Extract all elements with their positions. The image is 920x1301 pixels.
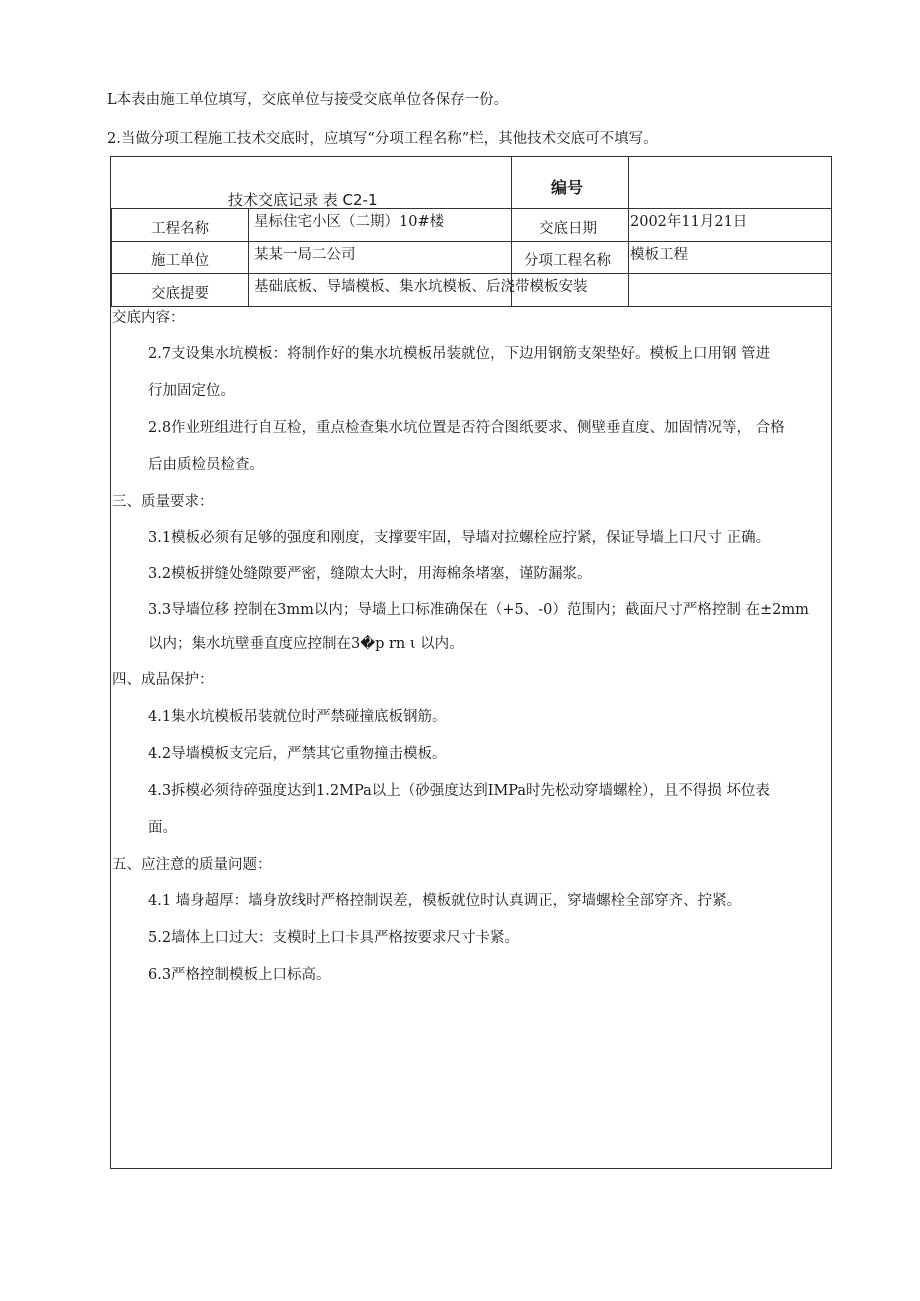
item-3-3: 3.3导墙位移 控制在3mm以内；导墙上口标准确保在（+5、-0）范围内；截面尺寸严格控制 在±2mm bbox=[148, 602, 809, 618]
item-4-3-cont: 面。 bbox=[148, 820, 177, 836]
content-heading: 交底内容： bbox=[112, 310, 185, 326]
item-5-3: 6.3严格控制模板上口标高。 bbox=[148, 967, 331, 983]
number-label: 编号 bbox=[551, 178, 584, 197]
item-5-2: 5.2墙体上口过大：支模时上口卡具严格按要求尺寸卡紧。 bbox=[148, 930, 520, 946]
item-2-8: 2.8作业班组进行自互检，重点检查集水坑位置是否符合图纸要求、侧壁垂直度、加固情况等， 合格 bbox=[148, 420, 785, 436]
date-label: 交底日期 bbox=[539, 221, 597, 237]
section-quality: 三、质量要求： bbox=[112, 494, 214, 510]
technical-disclosure-table bbox=[110, 156, 832, 1169]
item-4-2: 4.2导墙模板支完后，严禁其它重物撞击模板。 bbox=[148, 746, 447, 762]
item-3-1: 3.1模板必须有足够的强度和刚度，支撑要牢固，导墙对拉螺栓应拧紧，保证导墙上口尺寸 正确。 bbox=[148, 530, 771, 546]
item-5-1: 4.1 墙身超厚：墙身放线时严格控制误差，模板就位时认真调正，穿墙螺栓全部穿齐、拧紧。 bbox=[148, 893, 742, 909]
item-4-3: 4.3拆模必须待碎强度达到1.2MPa以上（砂强度达到IMPa时先松动穿墙螺栓），且不得损 坏位表 bbox=[148, 783, 770, 799]
item-3-2: 3.2模板拼缝处缝隙要严密，缝隙太大时，用海棉条堵塞，谨防漏浆。 bbox=[148, 566, 592, 582]
instruction-note-1: L本表由施工单位填写，交底单位与接受交底单位各保存一份。 bbox=[107, 92, 509, 108]
instruction-note-2: 2.当做分项工程施工技术交底时，应填写“分项工程名称”栏，其他技术交底可不填写。 bbox=[107, 131, 658, 147]
section-issues: 五、应注意的质量问题： bbox=[112, 857, 272, 873]
subproject-label: 分项工程名称 bbox=[524, 253, 611, 269]
project-name-label: 工程名称 bbox=[151, 221, 209, 237]
form-title: 技术交底记录 表 C2-1 bbox=[228, 191, 378, 209]
construction-unit-label: 施工单位 bbox=[151, 253, 209, 269]
section-protection: 四、成品保护： bbox=[112, 672, 214, 688]
summary-label: 交底提要 bbox=[151, 286, 209, 302]
summary-value: 基础底板、导墙模板、集水坑模板、后浇带模板安装 bbox=[254, 279, 588, 295]
item-2-8-cont: 后由质检员检查。 bbox=[148, 457, 264, 473]
construction-unit-value: 某某一局二公司 bbox=[254, 247, 356, 263]
item-3-3-cont: 以内；集水坑壁垂直度应控制在3�р rn ι 以内。 bbox=[148, 636, 464, 652]
subproject-value: 模板工程 bbox=[630, 247, 688, 263]
date-value: 2002年11月21日 bbox=[630, 214, 748, 230]
item-4-1: 4.1集水坑模板吊装就位时严禁碰撞底板钢筋。 bbox=[148, 709, 447, 725]
item-2-7: 2.7支设集水坑模板：将制作好的集水坑模板吊装就位，下边用钢筋支架垫好。模板上口用钢 管进 bbox=[148, 346, 771, 362]
project-name-value: 星标住宅小区（二期）10#楼 bbox=[254, 214, 445, 230]
item-2-7-cont: 行加固定位。 bbox=[148, 383, 235, 399]
